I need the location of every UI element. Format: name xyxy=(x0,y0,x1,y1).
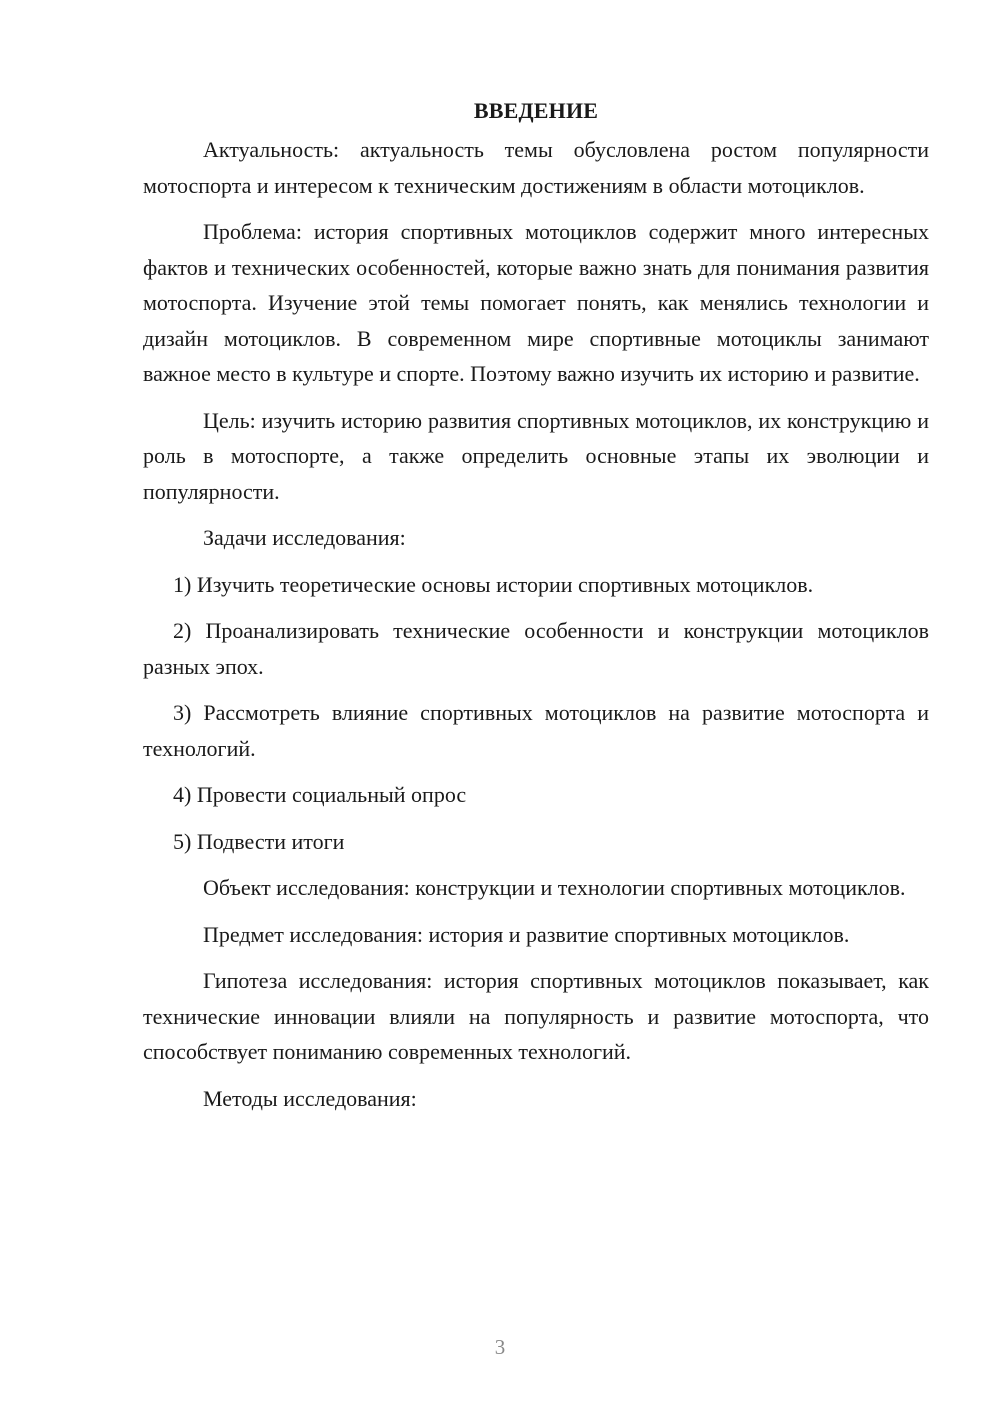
page-title: ВВЕДЕНИЕ xyxy=(473,98,599,123)
task-item-2: 2) Проанализировать технические особенности и конструкции мотоциклов разных эпох. xyxy=(143,618,929,679)
page-content xyxy=(143,93,929,1127)
paragraph-tasks-heading: Задачи исследования: xyxy=(203,525,406,550)
paragraph-problem: Проблема: история спортивных мотоциклов содержит много интересных фактов и технических особенностей, которые важно знать для понимания развития мотоспорта. Изучение этой темы помогает понять, как менялись технологии и дизайн мотоциклов. В современном мире спортивные мотоциклы занимают важное место в культуре и спорте. Поэтому важно изучить их историю и развитие. xyxy=(143,219,929,386)
page-number: 3 xyxy=(494,1335,506,1359)
task-item-4: 4) Провести социальный опрос xyxy=(173,782,467,807)
paragraph-relevance: Актуальность: актуальность темы обусловлена ростом популярности мотоспорта и интересом к техническим достижениям в области мотоциклов. xyxy=(143,137,929,198)
task-item-1: 1) Изучить теоретические основы истории спортивных мотоциклов. xyxy=(173,571,814,597)
paragraph-goal: Цель: изучить историю развития спортивных мотоциклов, их конструкцию и роль в мотоспорте, а также определить основные этапы их эволюции и популярности. xyxy=(143,407,929,504)
paragraph-methods: Методы исследования: xyxy=(203,1085,417,1111)
paragraph-subject: Предмет исследования: история и развитие спортивных мотоциклов. xyxy=(203,921,850,947)
paragraph-hypothesis: Гипотеза исследования: история спортивных мотоциклов показывает, как технические инновации влияли на популярность и развитие мотоспорта, что способствует пониманию современных технологий. xyxy=(143,968,929,1064)
task-item-3: 3) Рассмотреть влияние спортивных мотоциклов на развитие мотоспорта и технологий. xyxy=(143,700,929,761)
task-item-5: 5) Подвести итоги xyxy=(173,828,345,854)
paragraph-object: Объект исследования: конструкции и технологии спортивных мотоциклов. xyxy=(203,875,906,900)
